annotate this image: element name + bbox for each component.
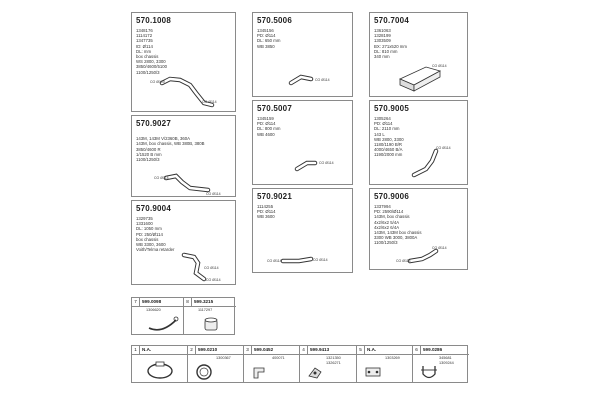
accessory-code: N.A. — [142, 347, 152, 352]
pipe-label: CO Ø114 — [206, 192, 221, 196]
part-code: 570.7004 — [374, 16, 409, 25]
exhaust-pipe-drawing — [253, 13, 354, 98]
accessory-code: 599.0452 — [254, 347, 274, 352]
exhaust-pipe-drawing — [370, 101, 469, 186]
accessory-number: 2 — [188, 346, 196, 354]
part-card-570-5006[interactable] — [252, 12, 353, 97]
exhaust-pipe-drawing — [253, 189, 354, 274]
silencer-drawing — [370, 13, 469, 98]
part-card-570-9006[interactable] — [369, 188, 468, 270]
part-spec-lines: 1345156 PD: Ø114 DL: 650 mm WB 3850 — [257, 28, 281, 49]
accessory-cell[interactable] — [413, 346, 469, 382]
pipe-label: CO Ø114 — [432, 64, 447, 68]
accessory-notes: 1303269 — [385, 356, 400, 360]
exhaust-pipe-drawing — [132, 201, 237, 286]
pipe-label: CO Ø114 — [204, 266, 219, 270]
part-code: 570.9004 — [136, 204, 171, 213]
part-spec-lines: 1361063 1328199 1303509 BX: 271x520 mm DL: 810 mm 340 mm — [374, 28, 407, 60]
mounting-clip-icon — [306, 362, 326, 382]
part-card-570-7004[interactable] — [369, 12, 468, 97]
accessory-number: 4 — [300, 346, 308, 354]
part-card-570-9005[interactable] — [369, 100, 468, 185]
accessory-notes: 1306620 — [146, 308, 161, 312]
rubber-bushing-icon — [202, 316, 222, 334]
pipe-label: CO Ø114 — [432, 246, 447, 250]
pipe-label: CO Ø114 — [313, 258, 328, 262]
accessory-code: 599.0286 — [423, 347, 443, 352]
accessory-number: 7 — [132, 298, 140, 306]
part-code: 570.9027 — [136, 119, 171, 128]
pipe-label: CO Ø114 — [436, 146, 451, 150]
pipe-label: CO Ø114 — [396, 259, 411, 263]
accessory-strip-bottom — [131, 345, 468, 383]
accessory-number: 5 — [357, 346, 365, 354]
part-code: 570.1008 — [136, 16, 171, 25]
part-spec-lines: 1345159 PD: Ø114 DL: 800 mm WB 4600 — [257, 116, 281, 137]
pipe-label: CO Ø100 — [150, 80, 165, 84]
pipe-label: CO Ø114 — [319, 161, 334, 165]
accessory-code: N.A. — [367, 347, 377, 352]
pipe-label: CO Ø114 — [206, 278, 221, 282]
accessory-notes: 1300367 — [216, 356, 231, 360]
accessory-strip-top — [131, 297, 235, 335]
accessory-cell[interactable] — [188, 346, 244, 382]
exhaust-pipe-drawing — [132, 13, 237, 113]
accessory-notes: 345681 1309244 — [439, 356, 454, 365]
accessory-code: 599.0098 — [142, 299, 162, 304]
bracket-icon — [250, 362, 270, 382]
flange-icon — [363, 362, 383, 382]
part-spec-lines: 1114255 PD: Ø114 WB 3600 — [257, 204, 276, 220]
part-spec-lines: 1348176 1114172 1347735 ID: Ø114 DL: mm box chassis WS 2800, 3300 3850/4600/5100 1100/1250/3 — [136, 28, 168, 75]
accessory-number: 8 — [184, 298, 192, 306]
part-card-570-9021[interactable] — [252, 188, 353, 273]
part-card-570-1008[interactable] — [131, 12, 236, 112]
part-spec-lines: 1337994 PD: 2590/Ø114 143M, box chassis 4x2/6x2 5/4A 4x2/6x2 6/4A 143M, 143M box chassis 3300 WB 3000, 3800A 1100/1250/3 — [374, 204, 422, 246]
accessory-cell[interactable] — [132, 346, 188, 382]
accessory-notes: 1321350 1326271 — [326, 356, 341, 365]
exhaust-pipe-drawing — [253, 101, 354, 186]
part-code: 570.5006 — [257, 16, 292, 25]
part-code: 570.9005 — [374, 104, 409, 113]
exhaust-pipe-drawing — [132, 116, 237, 198]
part-spec-lines: 143M, 143M V/2360B, 360A 143M, box chassis, WB 380B, 380B 3850/4600 R 1/1520 B mm 1100/1250/3 — [136, 136, 205, 163]
u-bolt-clamp-icon — [419, 362, 439, 382]
part-card-570-9004[interactable] — [131, 200, 236, 285]
part-card-570-9027[interactable] — [131, 115, 236, 197]
accessory-code: 599.0210 — [198, 347, 218, 352]
pipe-label: CO Ø114 — [154, 176, 169, 180]
hanger-strap-icon — [146, 314, 180, 334]
accessory-cell[interactable] — [184, 298, 236, 334]
accessory-code: 599.3215 — [194, 299, 214, 304]
part-card-570-5007[interactable] — [252, 100, 353, 185]
accessory-number: 1 — [132, 346, 140, 354]
accessory-cell[interactable] — [300, 346, 357, 382]
accessory-notes: 1117297 — [198, 308, 213, 312]
accessory-cell[interactable] — [132, 298, 184, 334]
part-code: 570.5007 — [257, 104, 292, 113]
accessory-cell[interactable] — [244, 346, 300, 382]
pipe-label: CO Ø114 — [202, 100, 217, 104]
part-spec-lines: 1329735 1331600 DL: 1050 mm PD: 250/Ø114 box chassis WB 3300, 3600 Voith/Telma retarder — [136, 216, 175, 253]
accessory-number: 3 — [244, 346, 252, 354]
part-code: 570.9021 — [257, 192, 292, 201]
accessory-code: 599.9413 — [310, 347, 330, 352]
part-spec-lines: 1305264 PD: Ø114 DL: 2110 mm 143 L WB 2800, 3300 1180/1190 B/R 4000/4650 B/A 1190/2000 mm — [374, 116, 404, 158]
accessory-number: 6 — [413, 346, 421, 354]
pipe-label: CO Ø114 — [315, 78, 330, 82]
gasket-ring-icon — [194, 362, 214, 382]
part-code: 570.9006 — [374, 192, 409, 201]
pipe-label: CO Ø114 — [267, 259, 282, 263]
exhaust-clamp-icon — [142, 360, 178, 382]
accessory-cell[interactable] — [357, 346, 413, 382]
accessory-notes: 400071 — [272, 356, 285, 360]
exhaust-pipe-drawing — [370, 189, 469, 271]
